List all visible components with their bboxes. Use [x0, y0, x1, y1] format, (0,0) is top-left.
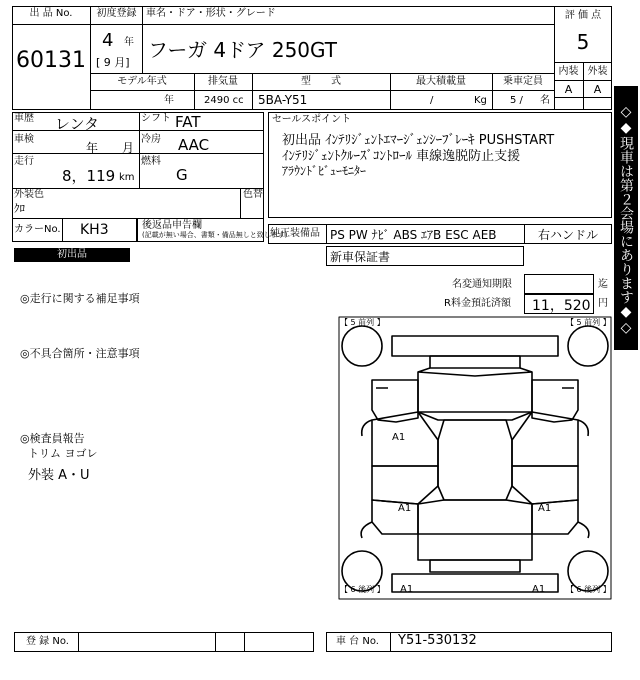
inspector-report-line-2: 外装 A・U — [28, 468, 90, 483]
damage-mark: A1 — [392, 432, 406, 443]
inspector-report-line-1: トリム ヨゴレ — [28, 447, 98, 460]
mileage-label: 走行 — [14, 156, 34, 167]
car-name: フーガ 4ドア 250GT — [148, 38, 338, 62]
model-code-label: 型 式 — [301, 76, 341, 87]
damage-mark: A1 — [398, 503, 412, 514]
aftermarket-note: (記載が無い場合、書類・備品無しと致します) — [142, 231, 288, 239]
max-load-unit: Kg — [474, 95, 487, 106]
exterior-color: ｸﾛ — [14, 202, 25, 215]
inspection-year-unit: 年 — [86, 141, 99, 155]
sales-points-line-1: 初出品 ｲﾝﾃﾘｼﾞｪﾝﾄｴﾏｰｼﾞｪﾝｼｰﾌﾞﾚｰｷ PUSHSTART — [282, 133, 555, 148]
car-outline-svg — [338, 316, 612, 600]
tyre-front-right-label: 【 5 前列 】 — [566, 318, 611, 327]
capacity: 5 / — [510, 95, 523, 106]
driving-notes-label: ◎走行に関する補足事項 — [20, 292, 140, 305]
equipment-label: 純正装備品 — [270, 228, 320, 239]
tyre-rear-left-label: 【 6 後列 】 — [340, 585, 385, 594]
chassis-no-label: 車 台 No. — [336, 636, 379, 647]
recycle-fee-unit: 円 — [598, 298, 608, 309]
color-change-label: 色替 — [243, 189, 263, 200]
overall-rating: 5 — [576, 30, 590, 54]
color-no-label: カラーNo. — [14, 224, 61, 235]
exterior-label: 外装 — [587, 66, 608, 77]
capacity-label: 乗車定員 — [503, 76, 543, 87]
max-load: / — [430, 95, 434, 106]
sales-points-label: セールスポイント — [272, 114, 352, 125]
displacement-label: 排気量 — [208, 76, 238, 87]
max-load-label: 最大積載量 — [416, 76, 466, 87]
model-year-unit: 年 — [164, 95, 174, 106]
interior-label: 内装 — [558, 66, 579, 77]
inspection-label: 車検 — [14, 134, 34, 145]
year-unit: 年 — [124, 37, 134, 48]
rating-label: 評 価 点 — [564, 10, 602, 21]
tyre-front-left-label: 【 5 前列 】 — [340, 318, 385, 327]
history-label: 車歴 — [14, 113, 34, 124]
exterior-grade: A — [593, 83, 602, 96]
side-banner-text: ◇◆現車は第２会場にあります◆◇ — [618, 104, 634, 336]
first-listing-badge-text: 初出品 — [57, 249, 87, 260]
sales-points-line-3: ｱﾗｳﾝﾄﾞﾋﾞｭｰﾓﾆﾀｰ — [282, 164, 367, 178]
shift-label: シフト — [141, 113, 171, 124]
recycle-fee-label: R料金預託済額 — [444, 298, 511, 309]
ac: AAC — [178, 136, 210, 154]
exterior-color-label: 外装色 — [14, 189, 44, 200]
first-registration-year: 4 — [102, 30, 114, 51]
car-name-label: 車名・ドア・形状・グレード — [146, 8, 276, 19]
damage-mark: A1 — [538, 503, 552, 514]
color-no: KH3 — [80, 222, 109, 238]
lot-number: 60131 — [16, 48, 86, 73]
interior-grade: A — [564, 83, 573, 96]
mileage: 8，119 — [62, 167, 116, 185]
first-registration-month: [ 9 月] — [96, 56, 130, 69]
inspection-month-unit: 月 — [122, 141, 135, 155]
model-code: 5BA-Y51 — [258, 93, 308, 107]
damage-diagram — [338, 316, 612, 600]
shift: FAT — [175, 113, 201, 131]
sales-points-line-2: ｲﾝﾃﾘｼﾞｪﾝﾄｸﾙｰｽﾞｺﾝﾄﾛｰﾙ 車線逸脱防止支援 — [282, 149, 521, 164]
name-change-notice-suffix: 迄 — [598, 279, 608, 290]
fuel: G — [176, 166, 188, 184]
steering-side: 右ハンドル — [537, 228, 598, 242]
chassis-no: Y51-530132 — [398, 633, 477, 648]
fuel-label: 燃料 — [141, 156, 161, 167]
name-change-notice-box — [524, 274, 594, 294]
damage-mark: A1 — [532, 584, 546, 595]
lot-no-label: 出 品 No. — [29, 8, 73, 19]
defect-notes-label: ◎不具合箇所・注意事項 — [20, 347, 140, 360]
name-change-notice-label: 名変通知期限 — [452, 279, 512, 290]
aftermarket-label: 後返品申告欄 — [142, 220, 202, 231]
registration-no-label: 登 録 No. — [26, 636, 69, 647]
history: レンタ — [55, 115, 100, 133]
displacement: 2490 cc — [204, 95, 244, 106]
mileage-unit: km — [119, 172, 135, 183]
recycle-fee-amount: 11，520 — [532, 298, 591, 314]
inspector-report-label: ◎検査員報告 — [20, 432, 85, 445]
equipment-items: PS PW ﾅﾋﾞ ABS ｴｱB ESC AEB — [330, 228, 497, 242]
tyre-rear-right-label: 【 6 後列 】 — [566, 585, 611, 594]
damage-mark: A1 — [400, 584, 414, 595]
first-registration-label: 初度登録 — [96, 8, 137, 19]
warranty: 新車保証書 — [330, 250, 391, 264]
ac-label: 冷房 — [141, 134, 161, 145]
model-year-label: モデル年式 — [117, 76, 167, 87]
capacity-unit: 名 — [540, 95, 550, 106]
